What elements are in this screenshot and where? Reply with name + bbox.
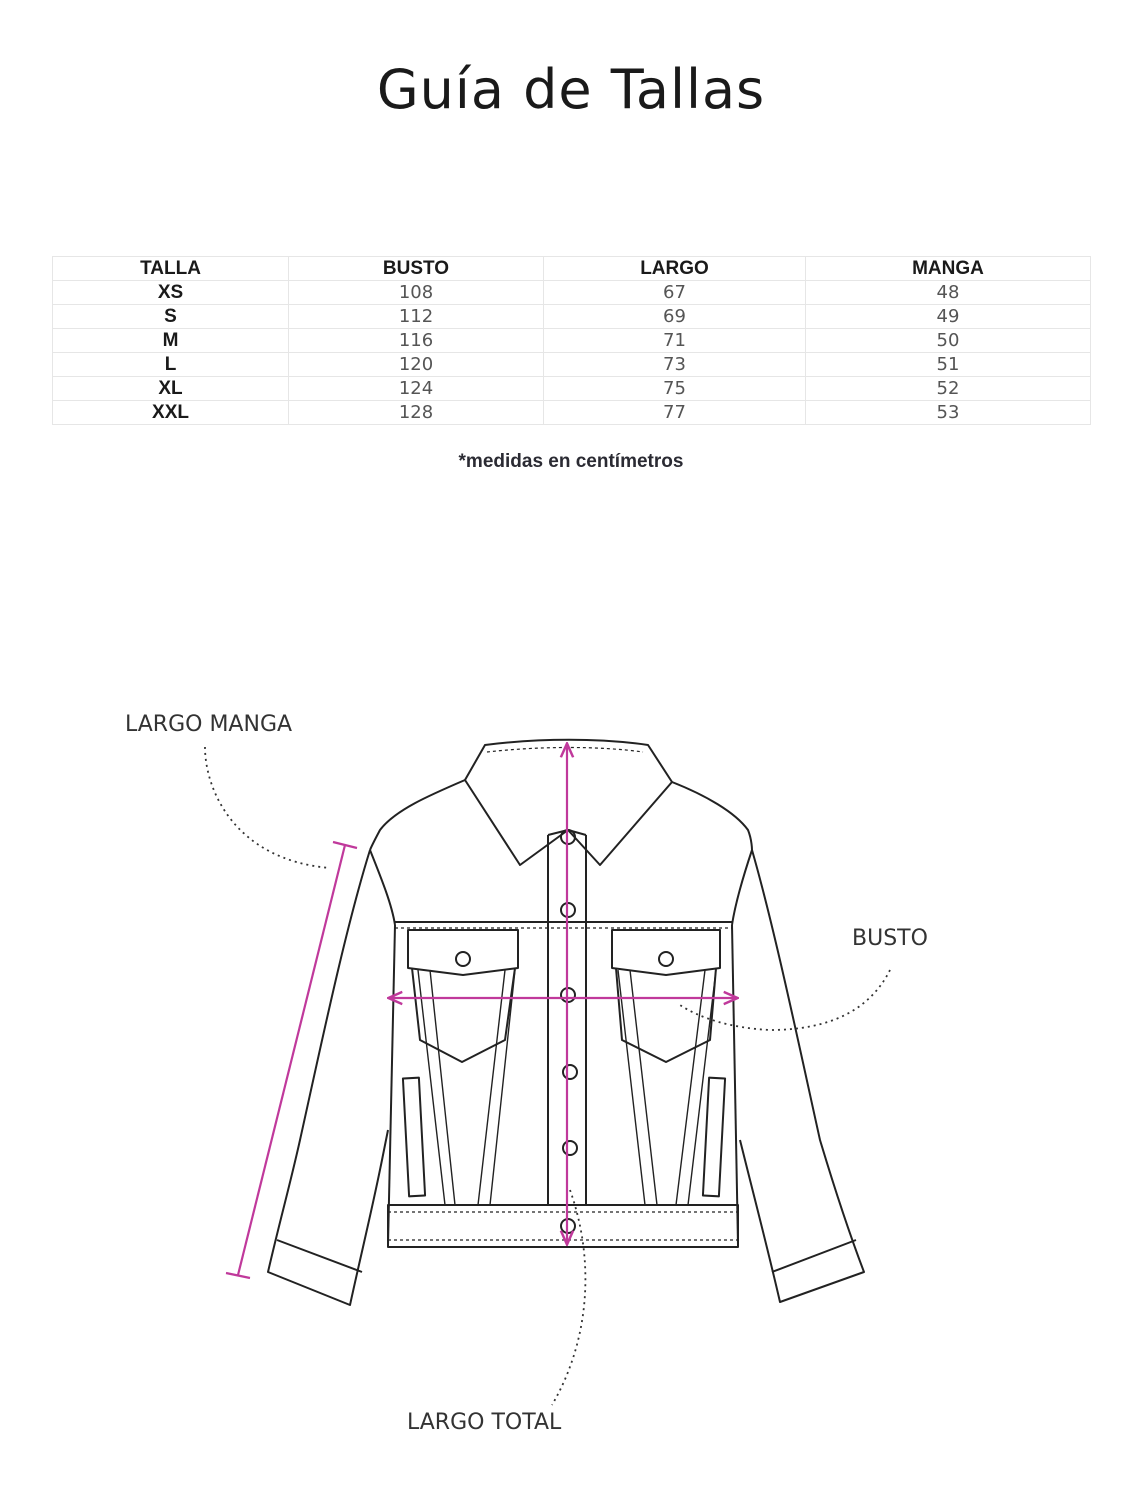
cell-largo: 71 bbox=[544, 329, 806, 353]
header-talla: TALLA bbox=[53, 257, 289, 281]
cell-size: L bbox=[53, 353, 289, 377]
left-shoulder bbox=[370, 780, 465, 850]
header-largo: LARGO bbox=[544, 257, 806, 281]
cell-size: XXL bbox=[53, 401, 289, 425]
label-largo-total: LARGO TOTAL bbox=[407, 1410, 562, 1435]
cell-size: XS bbox=[53, 281, 289, 305]
body-right-side bbox=[732, 925, 738, 1245]
sleeve-line bbox=[238, 845, 345, 1275]
cell-manga: 49 bbox=[806, 305, 1091, 329]
header-busto: BUSTO bbox=[289, 257, 544, 281]
right-sleeve bbox=[740, 850, 864, 1302]
header-manga: MANGA bbox=[806, 257, 1091, 281]
left-sleeve bbox=[268, 850, 388, 1305]
length-leader bbox=[552, 1190, 585, 1405]
cell-largo: 67 bbox=[544, 281, 806, 305]
cell-size: M bbox=[53, 329, 289, 353]
cell-busto: 116 bbox=[289, 329, 544, 353]
cell-manga: 52 bbox=[806, 377, 1091, 401]
sleeve-leader bbox=[205, 747, 330, 868]
cell-busto: 120 bbox=[289, 353, 544, 377]
cell-manga: 50 bbox=[806, 329, 1091, 353]
cell-busto: 128 bbox=[289, 401, 544, 425]
pocket-button bbox=[659, 952, 673, 966]
cell-size: XL bbox=[53, 377, 289, 401]
cell-manga: 51 bbox=[806, 353, 1091, 377]
body-left-side bbox=[388, 925, 395, 1245]
armhole-left bbox=[370, 850, 395, 925]
label-largo-manga: LARGO MANGA bbox=[125, 712, 293, 737]
cell-busto: 124 bbox=[289, 377, 544, 401]
measure-lines bbox=[226, 745, 736, 1278]
waistband bbox=[388, 1205, 738, 1247]
label-busto: BUSTO bbox=[852, 926, 928, 951]
cell-busto: 112 bbox=[289, 305, 544, 329]
units-note: *medidas en centímetros bbox=[458, 451, 684, 472]
cell-busto: 108 bbox=[289, 281, 544, 305]
cell-largo: 75 bbox=[544, 377, 806, 401]
button bbox=[563, 1141, 577, 1155]
collar bbox=[465, 740, 672, 865]
page-title: Guía de Tallas bbox=[376, 58, 766, 121]
cell-largo: 73 bbox=[544, 353, 806, 377]
cell-largo: 69 bbox=[544, 305, 806, 329]
right-welt-pocket bbox=[703, 1078, 725, 1197]
button bbox=[563, 1065, 577, 1079]
left-cuff-line bbox=[277, 1240, 362, 1272]
armhole-right bbox=[732, 850, 752, 925]
right-cuff-line bbox=[772, 1240, 856, 1272]
pocket-button bbox=[456, 952, 470, 966]
left-welt-pocket bbox=[403, 1078, 425, 1197]
cell-largo: 77 bbox=[544, 401, 806, 425]
cell-size: S bbox=[53, 305, 289, 329]
right-shoulder bbox=[672, 782, 752, 850]
cell-manga: 48 bbox=[806, 281, 1091, 305]
cell-manga: 53 bbox=[806, 401, 1091, 425]
